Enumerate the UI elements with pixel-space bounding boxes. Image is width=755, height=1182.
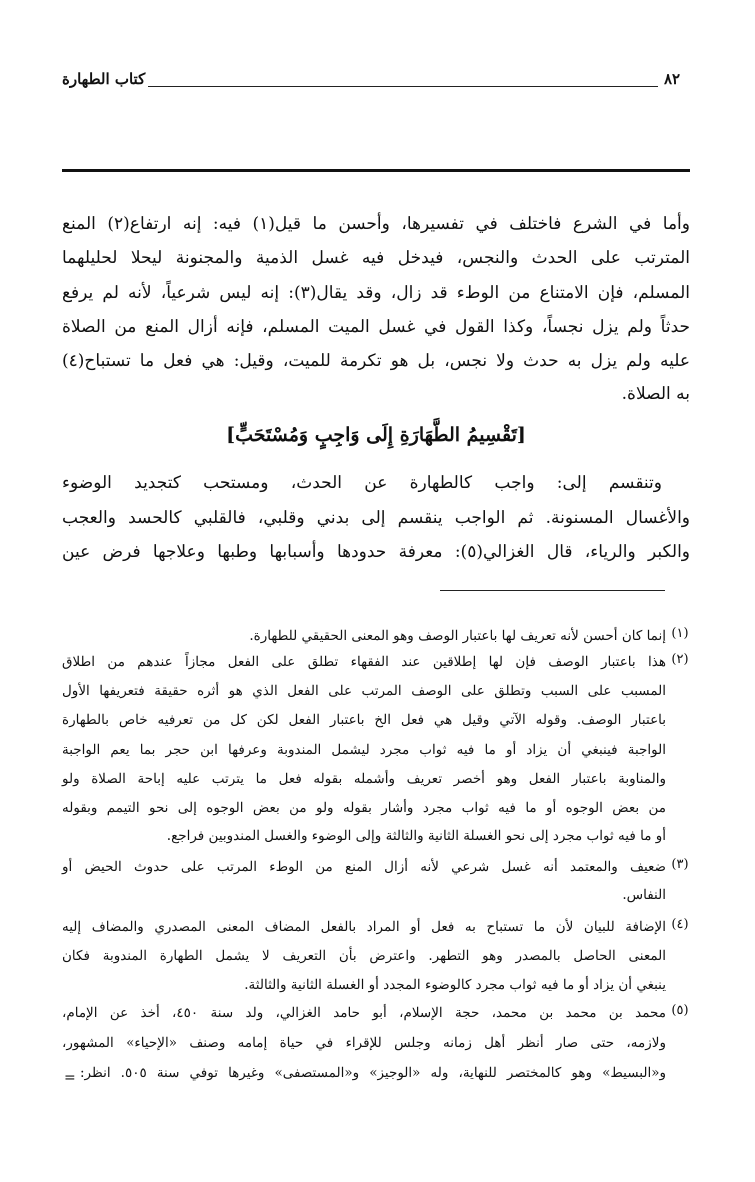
text-line: وتنقسم إلى: واجب كالطهارة عن الحدث، ومستحب كتجديد الوضوء [62,473,662,493]
footnote-number: (٥) [671,1003,689,1018]
footnote-line: والمناوبة باعتبار الفعل وهو أخصر تعريف وأشمله بقوله فعل ما يترتب عليه إباحة الصلاة ولو [62,771,666,787]
footnote-line: المعنى الحاصل بالمصدر وهو التطهر. واعترض بأن التعريف لا يشمل الطهارة المندوبة فكان [62,948,666,964]
footnote-line: النفاس. [622,887,666,903]
footnote-line: و«البسيط» وهو كالمختصر للنهاية، وله «الوجيز» و«المستصفى» وغيرها توفي سنة ٥٠٥. انظر: [80,1065,666,1081]
text-line: به الصلاة. [621,384,690,404]
footnote-number: (١) [671,626,689,641]
text-line: والأغسال المسنونة. ثم الواجب ينقسم إلى بدني وقلبي، فالقلبي كالحسد والعجب [62,508,690,528]
footnote-line: باعتبار الوصف. وقوله الآتي وقيل هي فعل الخ باعتبار الفعل لكن كل من تعرفيه خاص بالطهارة [62,712,666,728]
footnote-line: ولازمه، حتى صار أنظر أهل زمانه وجلس للإقراء في حياة إمامه وصنف «الإحياء» المشهور، [62,1035,666,1051]
text-line: المسلم، فإن الامتناع من الوطء قد زال، وقد يقال(٣): إنه ليس شرعياً، لأنه لم يرفع [62,283,690,303]
footnote-line: أو ما فيه ثواب مجرد إلى نحو الغسلة الثانية والثالثة وإلى الوضوء والغسل المندوبين فراجع. [166,828,666,844]
footnote-number: (٢) [671,652,689,667]
footnote-line: إنما كان أحسن لأنه تعريف لها باعتبار الوصف وهو المعنى الحقيقي للطهارة. [249,628,666,644]
header-rule [148,86,658,87]
text-line: عليه ولم يزل به حدث ولا نجس، بل هو تكرمة للميت، وقيل: هي فعل ما تستباح(٤) [62,351,690,371]
text-line: المترتب على الحدث والنجس، فيدخل فيه غسل الذمية والمجنونة ليحلا لحليلهما [62,248,690,268]
footnote-separator [440,590,665,591]
text-line: وأما في الشرع فاختلف في تفسيرها، وأحسن ما قيل(١) فيه: إنه ارتفاع(٢) المنع [62,214,690,234]
footnote-line: الواجبة فينبغي أن يزاد أو ما فيه ثواب مجرد ليشمل المندوبة وعرفها ابن حجر بما يعم الواجبة [62,742,666,758]
footnote-number: (٣) [671,857,689,872]
footnote-line: هذا باعتبار الوصف فإن لها إطلاقين عند الفقهاء تطلق على الفعل مجازاً عندهم من اطلاق [62,654,666,670]
text-line: حدثاً ولم يزل نجساً، وكذا القول في غسل الميت المسلم، فإنه أزال المنع من الصلاة [62,317,690,337]
text-line: والكبر والرياء، قال الغزالي(٥): معرفة حدودها وأسبابها وطبها وعلاجها فرض عين [62,542,691,562]
section-heading: [تَقْسِيمُ الطَّهَارَةِ إِلَى وَاجِبٍ وَمُسْتَحَبٍّ] [226,424,526,446]
footnote-line: المسبب على السبب وتطلق على الوصف المرتب على الفعل الذي هو أثره حقيقة فتعريفها الأول [62,683,666,699]
continuation-mark: = [64,1070,76,1086]
top-divider [62,169,690,172]
page-number: ٨٢ [664,70,681,88]
footnote-line: من بعض الوجوه أو ما فيه ثواب مجرد وأشار بقوله ولو من بعض الوجوه إلى نحو التيمم وبقوله [62,800,666,816]
footnote-line: محمد بن محمد بن محمد، حجة الإسلام، أبو حامد الغزالي، ولد سنة ٤٥٠، أخذ عن الإمام، [62,1005,666,1021]
footnote-number: (٤) [671,917,689,932]
footnote-line: الإضافة للبيان لأن ما تستباح به فعل أو المراد بالفعل المضاف المعنى المصدري والمضاف إليه [62,919,666,935]
footnote-line: ضعيف والمعتمد أنه غسل شرعي لأنه أزال المنع من الوطء المرتب على حدوث الحيض أو [62,859,666,875]
footnote-line: ينبغي أن يزاد أو ما فيه ثواب مجرد كالوضوء المجدد أو الغسلة الثانية والثالثة. [244,977,666,993]
running-header-title: كتاب الطهارة [62,70,146,88]
